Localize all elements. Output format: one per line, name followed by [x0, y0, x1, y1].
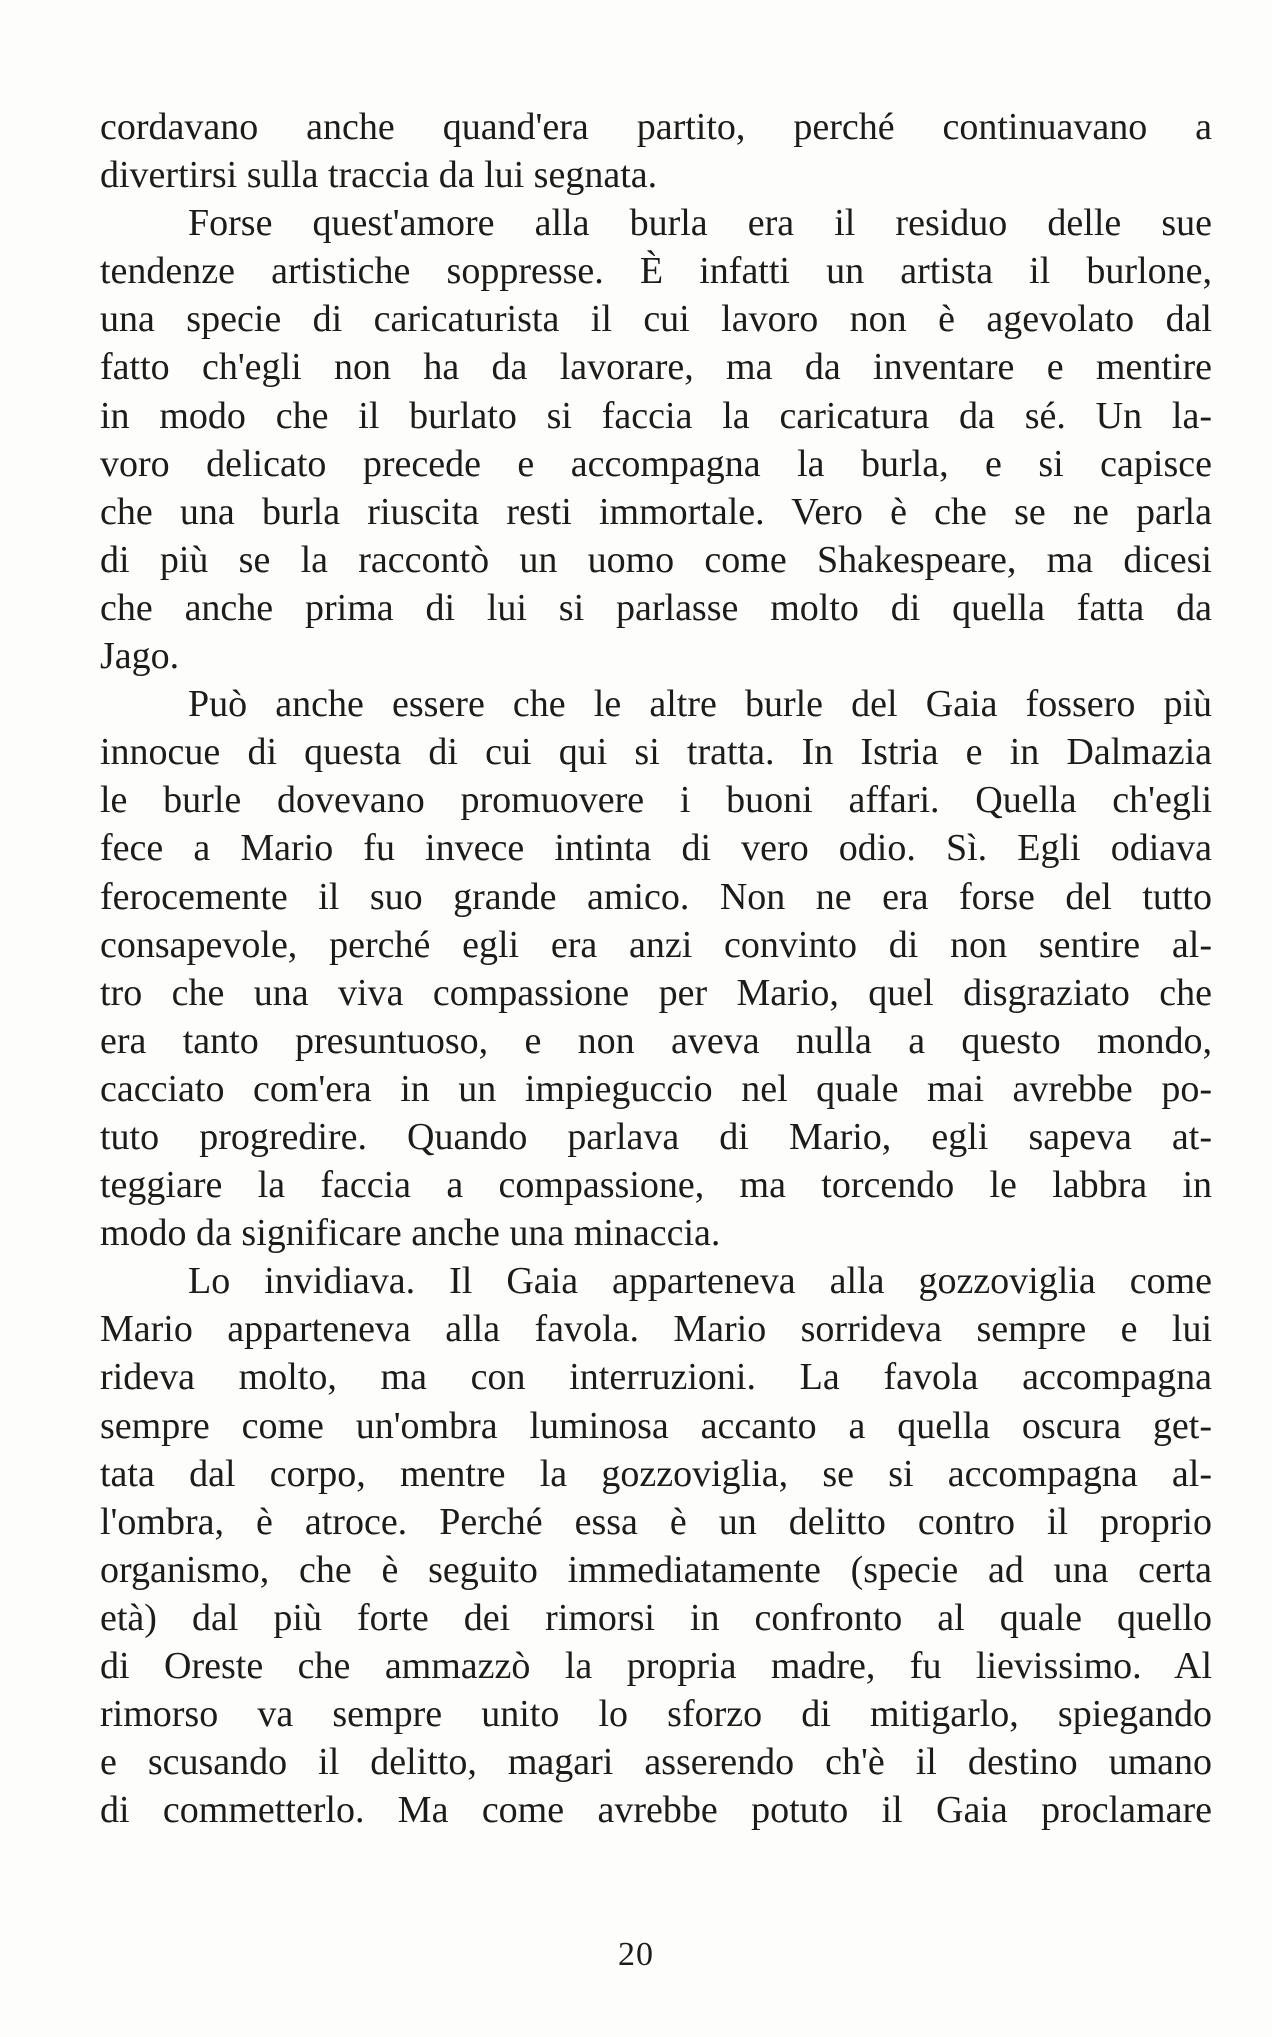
text-line: rideva molto, ma con interruzioni. La favola accompagna [100, 1356, 1212, 1399]
text-line: divertirsi sulla traccia da lui segnata. [100, 154, 658, 197]
text-line: tendenze artistiche soppresse. È infatti un artista il burlone, [100, 250, 1212, 293]
text-line: teggiare la faccia a compassione, ma torcendo le labbra in [100, 1164, 1212, 1207]
text-line: Lo invidiava. Il Gaia apparteneva alla gozzoviglia come [188, 1260, 1212, 1303]
text-line: modo da significare anche una minaccia. [100, 1212, 721, 1255]
body-text [100, 103, 1212, 1834]
text-line: di più se la raccontò un uomo come Shakespeare, ma dicesi [100, 538, 1212, 581]
text-line: era tanto presuntuoso, e non aveva nulla a questo mondo, [100, 1019, 1212, 1062]
text-line: età) dal più forte dei rimorsi in confronto al quale quello [100, 1596, 1212, 1639]
text-line: che una burla riuscita resti immortale. Vero è che se ne parla [100, 490, 1212, 533]
text-line: rimorso va sempre unito lo sforzo di mitigarlo, spiegando [100, 1693, 1212, 1736]
text-line: e scusando il delitto, magari asserendo ch'è il destino umano [100, 1741, 1212, 1784]
text-line: tuto progredire. Quando parlava di Mario, egli sapeva at- [100, 1115, 1212, 1158]
text-line: ferocemente il suo grande amico. Non ne era forse del tutto [100, 875, 1212, 918]
text-line: l'ombra, è atroce. Perché essa è un delitto contro il proprio [100, 1500, 1212, 1543]
text-line: Mario apparteneva alla favola. Mario sorrideva sempre e lui [100, 1308, 1212, 1351]
text-line: fece a Mario fu invece intinta di vero odio. Sì. Egli odiava [100, 827, 1212, 870]
text-line: cacciato com'era in un impieguccio nel quale mai avrebbe po- [100, 1067, 1212, 1110]
page-number: 20 [618, 1936, 654, 1973]
text-line: Può anche essere che le altre burle del Gaia fossero più [188, 683, 1212, 726]
text-line: tata dal corpo, mentre la gozzoviglia, se si accompagna al- [100, 1452, 1212, 1495]
text-line: tro che una viva compassione per Mario, quel disgraziato che [100, 971, 1212, 1014]
text-line: innocue di questa di cui qui si tratta. In Istria e in Dalmazia [100, 731, 1212, 774]
text-line: voro delicato precede e accompagna la burla, e si capisce [100, 442, 1212, 485]
text-line: che anche prima di lui si parlasse molto di quella fatta da [100, 586, 1212, 629]
text-line: in modo che il burlato si faccia la caricatura da sé. Un la- [100, 394, 1212, 437]
text-line: di commetterlo. Ma come avrebbe potuto il Gaia proclamare [100, 1789, 1212, 1832]
text-line: una specie di caricaturista il cui lavoro non è agevolato dal [100, 298, 1212, 341]
text-line: sempre come un'ombra luminosa accanto a quella oscura get- [100, 1404, 1212, 1447]
text-line: consapevole, perché egli era anzi convinto di non sentire al- [100, 923, 1212, 966]
text-line: Forse quest'amore alla burla era il residuo delle sue [188, 202, 1212, 245]
text-line: fatto ch'egli non ha da lavorare, ma da inventare e mentire [100, 346, 1212, 389]
text-line: le burle dovevano promuovere i buoni affari. Quella ch'egli [100, 779, 1212, 822]
text-line: di Oreste che ammazzò la propria madre, fu lievissimo. Al [100, 1645, 1212, 1687]
text-line: Jago. [100, 635, 180, 678]
text-line: organismo, che è seguito immediatamente (specie ad una certa [100, 1548, 1212, 1591]
text-line: cordavano anche quand'era partito, perché continuavano a [100, 106, 1212, 148]
